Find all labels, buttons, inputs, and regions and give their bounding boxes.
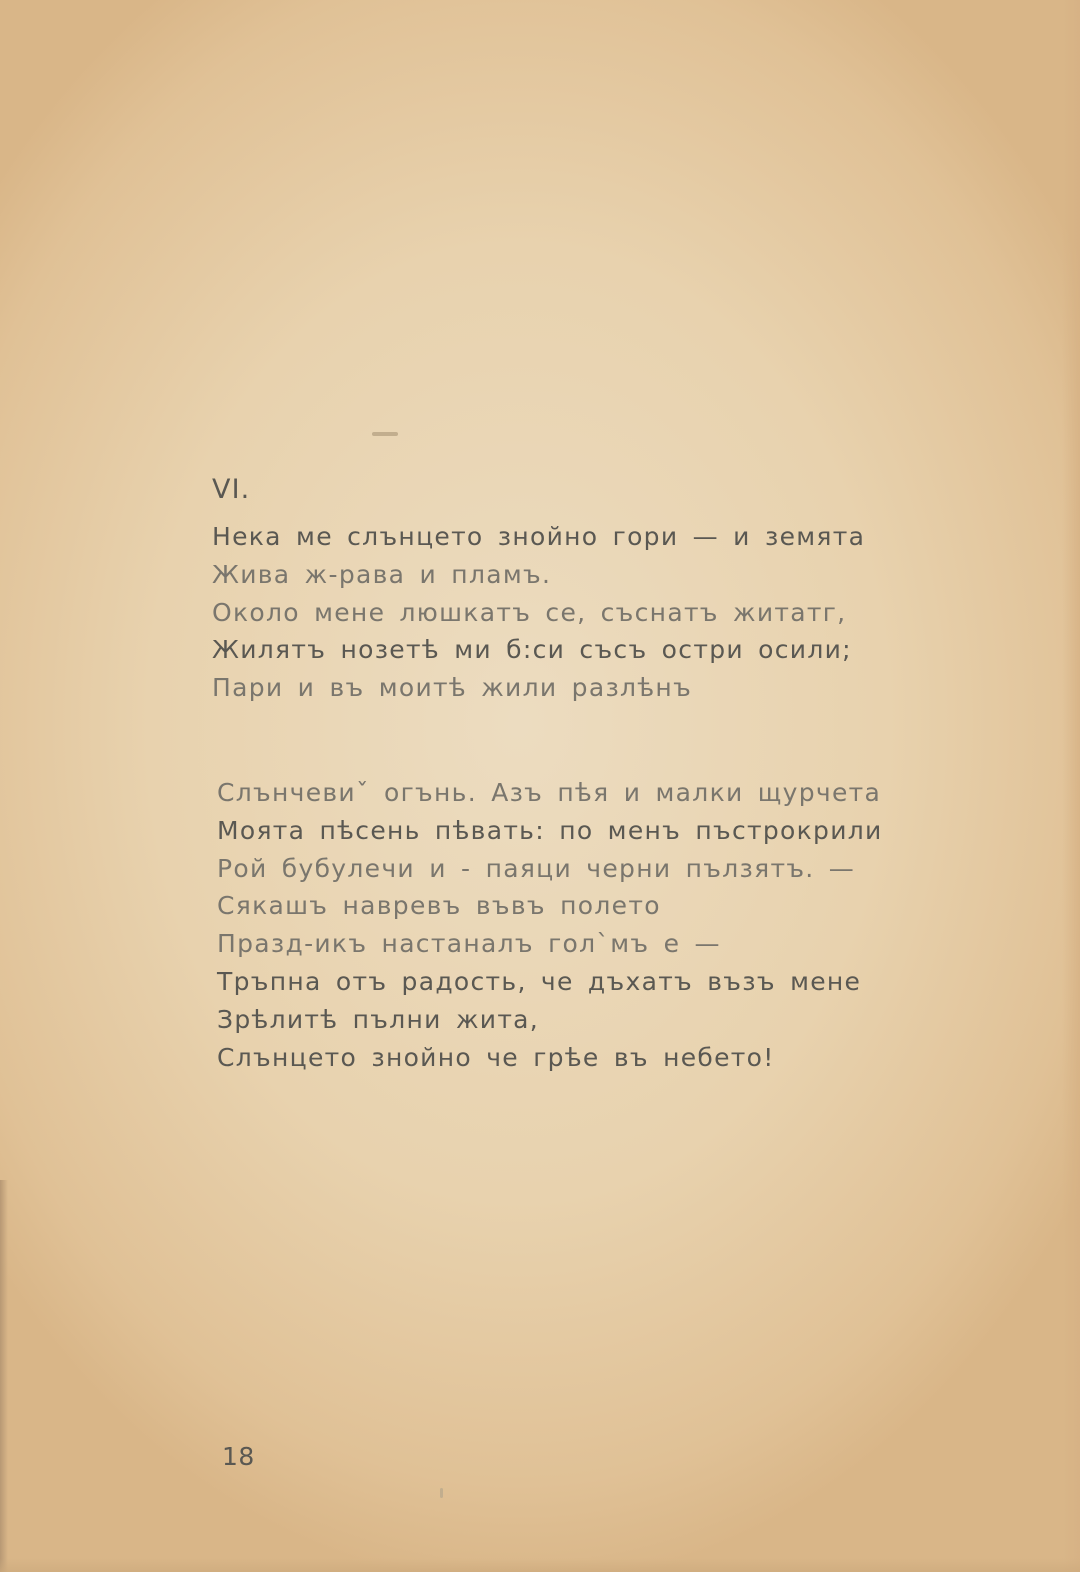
poem-line: Тръпна отъ радость, че дъхатъ възъ мене: [217, 966, 862, 996]
poem-line: Слънцето знойно че грѣе въ небето!: [217, 1042, 775, 1072]
page-edge-shadow: [1062, 0, 1080, 1572]
poem-line: Нека ме слънцето знойно гори — и земята: [212, 522, 866, 551]
page-number: 18: [222, 1442, 255, 1471]
poem-line: Сякашъ навревъ въвъ полето: [217, 891, 661, 921]
section-number: VI.: [212, 474, 251, 505]
poem-stanza-1: [212, 518, 865, 707]
poem-line: Празд-икъ настаналъ гол`мъ е —: [217, 929, 721, 959]
page-edge-shadow: [0, 1558, 1080, 1572]
poem-line: Около мене люшкатъ се, съснатъ житатг,: [212, 597, 847, 627]
poem-line: Рой бубулечи и - паяци черни пълзятъ. —: [217, 853, 856, 883]
poem-line: Слънчевиˇ огънь. Азъ пѣя и малки щурчета: [217, 778, 882, 807]
poem-line: Зрѣлитѣ пълни жита,: [217, 1004, 540, 1034]
paper-blemish: [440, 1488, 443, 1498]
poem-line: Пари и въ моитѣ жили разлѣнъ: [212, 673, 693, 703]
poem-line: Жива ж-рава и пламъ.: [212, 559, 552, 589]
poem-stanza-2: [217, 774, 883, 1076]
poem-line: Моята пѣсень пѣвать: по менъ пъстрокрили: [217, 815, 883, 845]
page-edge-shadow: [0, 1180, 8, 1572]
paper-blemish: [372, 432, 398, 436]
poem-line: Жилятъ нозетѣ ми б:си съсъ остри осили;: [212, 635, 852, 665]
